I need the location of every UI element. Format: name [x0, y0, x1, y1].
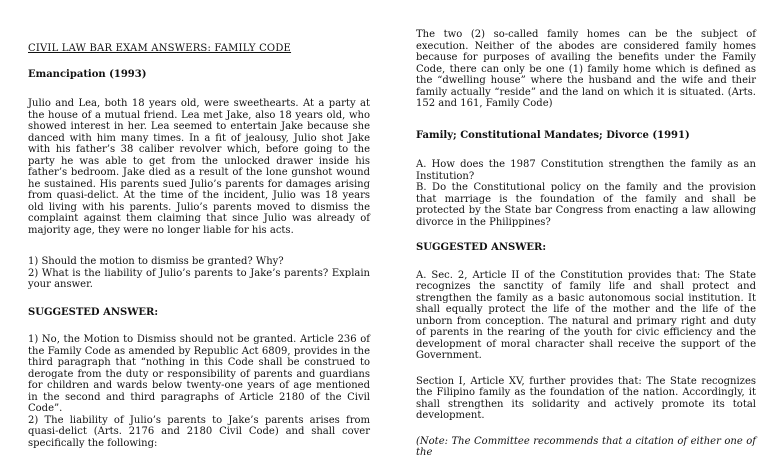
question-a: A. How does the 1987 Constitution strengthen the family as an Institution?: [416, 159, 756, 182]
facts-paragraph: Julio and Lea, both 18 years old, were sweethearts. At a party at the house of a mutual friend. Lea met Jake, also 18 years old, who showed interest in her. Lea seemed to entertain Jake because she danced with him many times. In a fit of jealousy, Julio shot Jake with his father’s 38 caliber revolver which, before going to the party he was able to get from the unlocked drawer inside his father’s bedroom. Jake died as a result of the lone gunshot wound he sustained. His parents sued Julio’s parents for damages arising from quasi-delict. At the time of the incident, Julio was 18 years old living with his parents. Julio’s parents moved to dismiss the complaint against them claiming that since Julio was already of majority age, they were no longer liable for his acts.: [28, 98, 370, 236]
suggested-answer-heading: SUGGESTED ANSWER:: [28, 306, 159, 318]
question-1: 1) Should the motion to dismiss be granted? Why?: [28, 256, 284, 267]
answer-2: 2) The liability of Julio’s parents to Jake’s parents arises from quasi-delict (Arts. 2176 and 2180 Civil Code) and shall cover specifically the following:: [28, 414, 370, 449]
left-column: [28, 0, 370, 449]
question-2: 2) What is the liability of Julio’s parents to Jake’s parents? Explain your answer.: [28, 267, 370, 290]
continuation-paragraph: The two (2) so-called family homes can be the subject of execution. Neither of the abodes are considered family homes because for purposes of availing the benefits under the Family Code, there can only be one (1) family home which is defined as the “dwelling house” where the husband and the wife and their family actually “reside” and the land on which it is situated. (Arts. 152 and 161, Family Code): [416, 29, 756, 109]
document-header: CIVIL LAW BAR EXAM ANSWERS: FAMILY CODE: [28, 43, 292, 54]
answer-1: 1) No, the Motion to Dismiss should not be granted. Article 236 of the Family Code as amended by Republic Act 6809, provides in the third paragraph that “nothing in this Code shall be construed to derogate from the duty or responsibility of parents and guardians for children and wards below twenty-one years of age mentioned in the second and third paragraphs of Article 2180 of the Civil Code”.: [28, 334, 370, 414]
committee-note: (Note: The Committee recommends that a citation of either one of the: [416, 435, 756, 458]
answer-b: Section I, Article XV, further provides that: The State recognizes the Filipino family as the foundation of the nation. Accordingly, it shall strengthen its solidarity and actively promote its total development.: [416, 375, 756, 421]
suggested-answer-heading-right: SUGGESTED ANSWER:: [416, 242, 547, 253]
right-column: [416, 0, 756, 459]
answer-a: A. Sec. 2, Article II of the Constitution provides that: The State recognizes the sanctity of family life and shall protect and strengthen the family as a basic autonomous social institution. It shall equally protect the life of the mother and the life of the unborn from conception. The natural and primary right and duty of parents in the rearing of the youth for civic efficiency and the development of moral character shall receive the support of the Government.: [416, 269, 756, 361]
section-title-family: Family; Constitutional Mandates; Divorce (1991): [416, 129, 690, 141]
section-title-emancipation: Emancipation (1993): [28, 68, 147, 80]
question-b: B. Do the Constitutional policy on the family and the provision that marriage is the foundation of the family and shall be protected by the State bar Congress from enacting a law allowing divorce in the Philippines?: [416, 182, 756, 228]
